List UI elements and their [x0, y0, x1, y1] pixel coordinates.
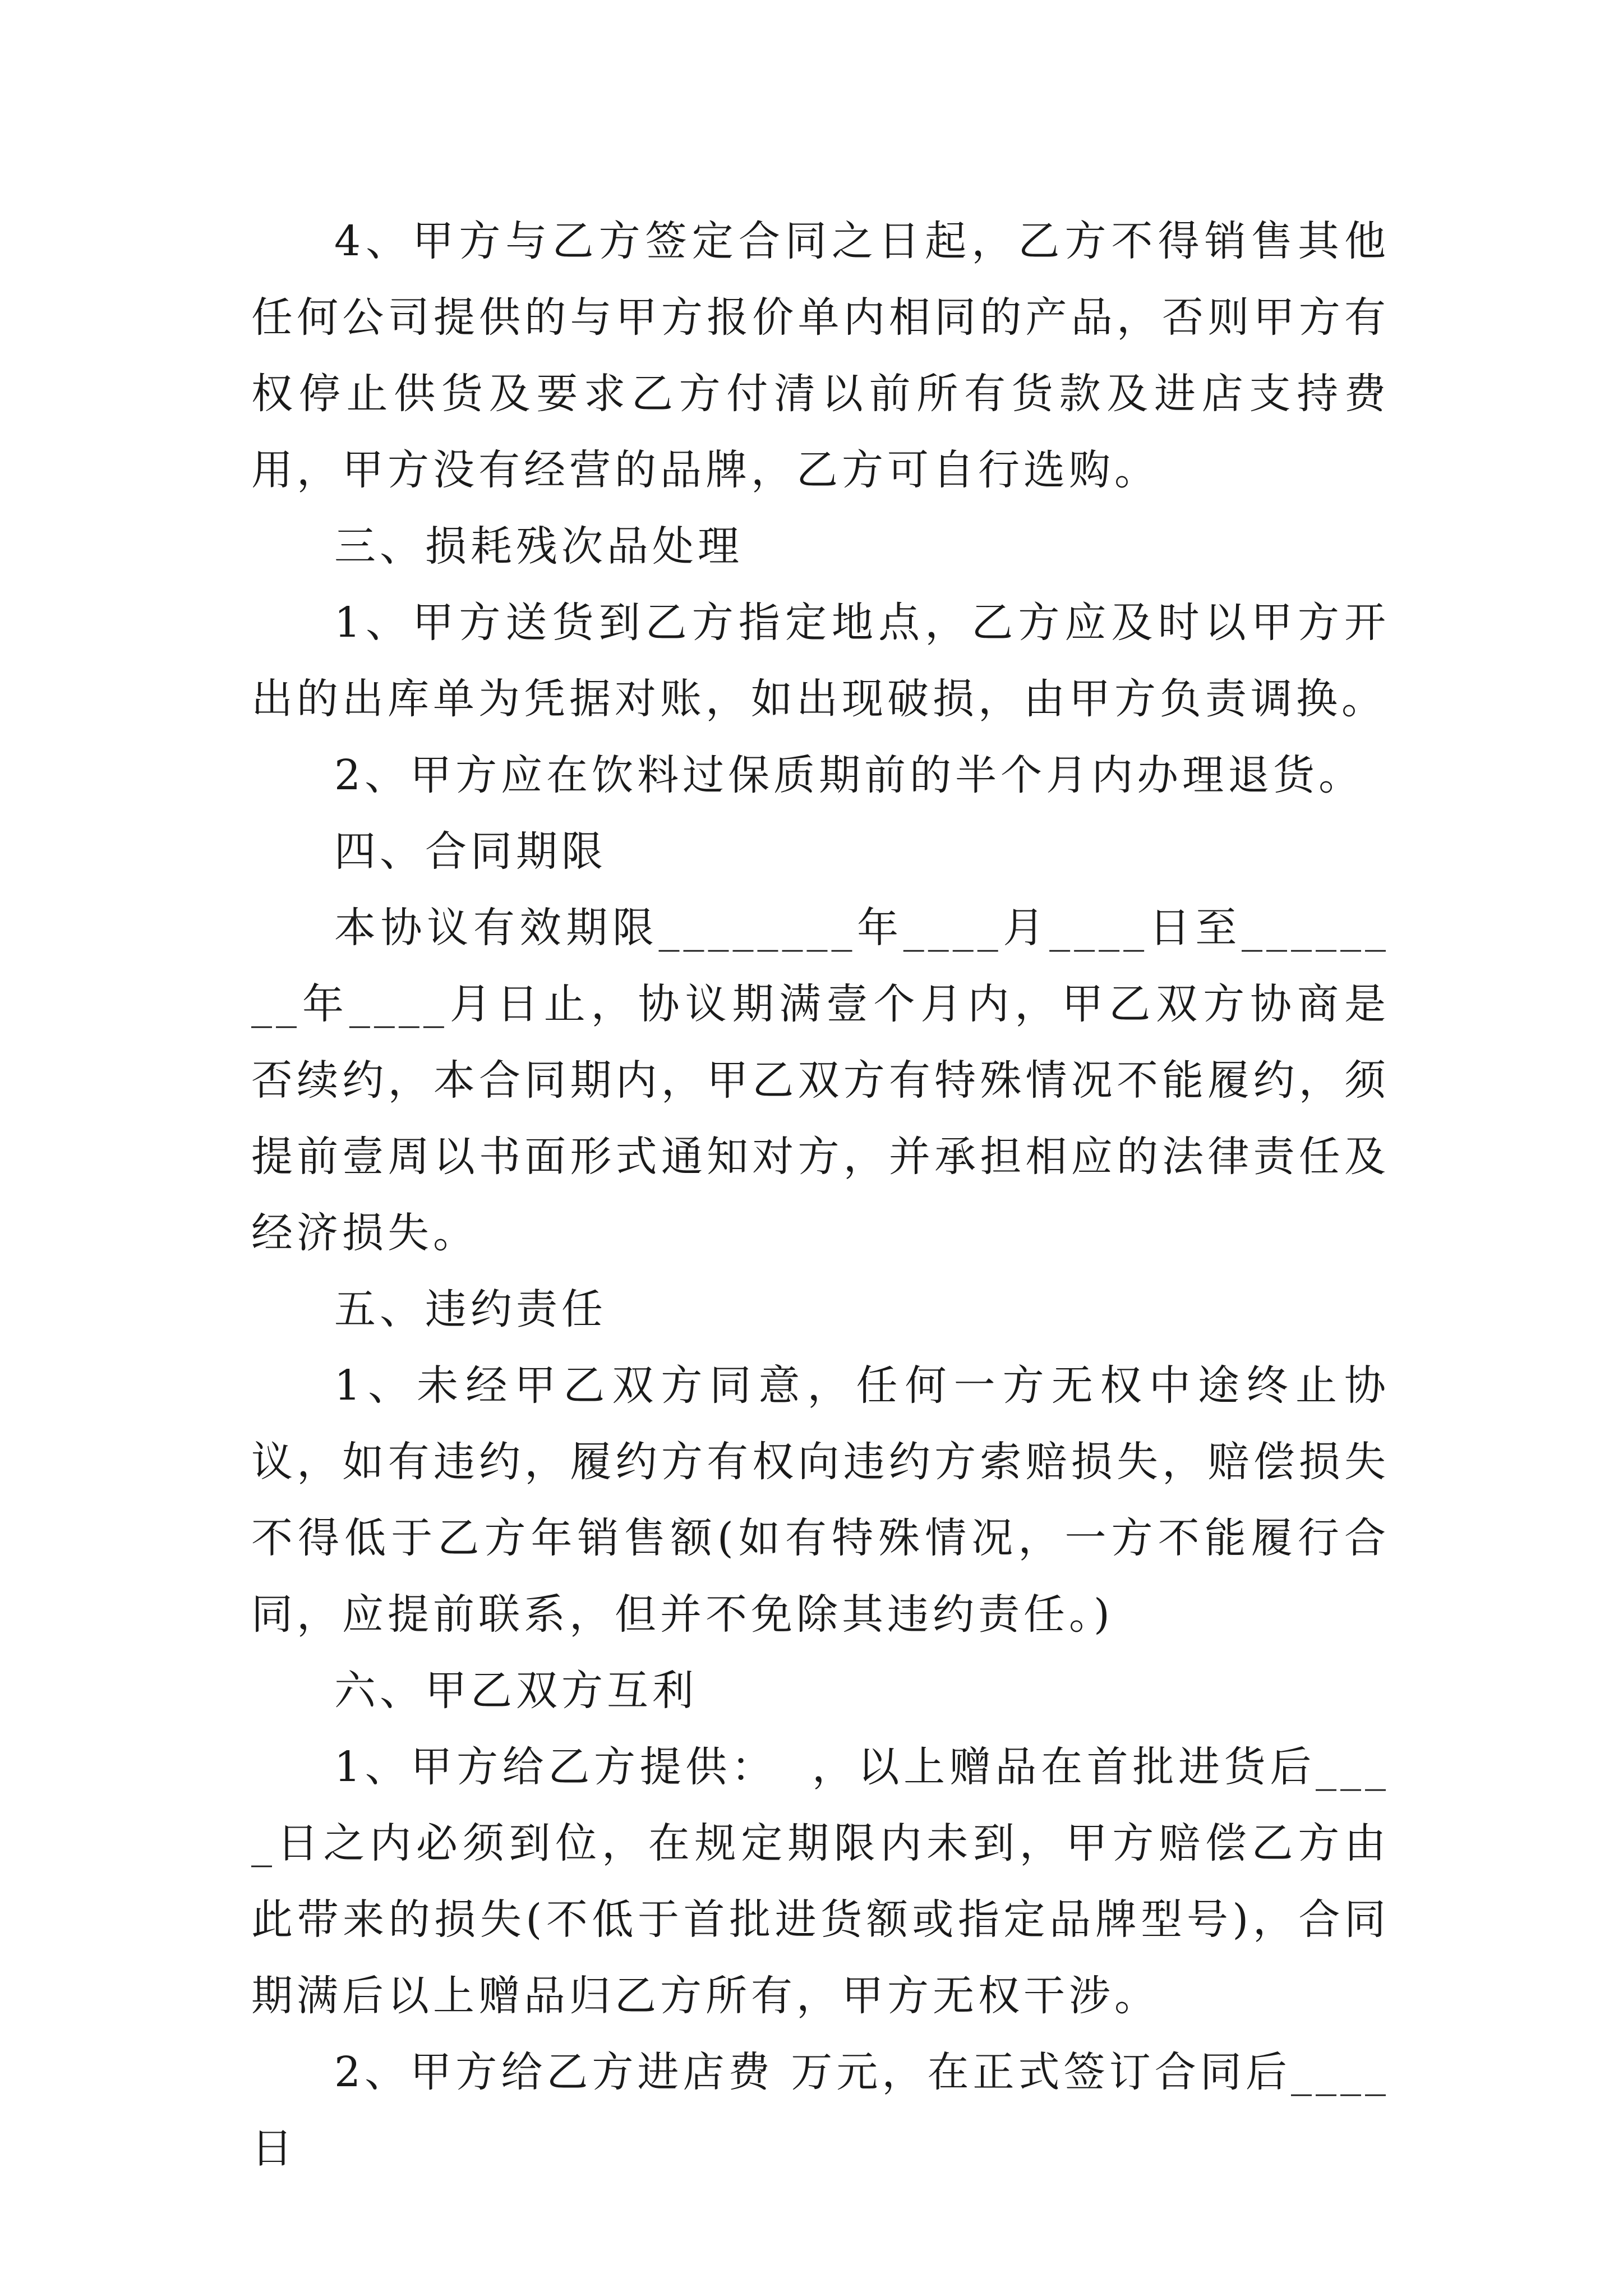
- paragraph-term: 本协议有效期限________年____月____日至________年____月日止，协议期满壹个月内，甲乙双方协商是否续约，本合同期内，甲乙双方有特殊情况不能履约，须提前壹周以书面形式通知对方，并承担相应的法律责任及经济损失。: [251, 904, 1390, 1257]
- section-heading-4: 四、合同期限: [334, 827, 607, 876]
- paragraph-damage-1: 1、甲方送货到乙方指定地点，乙方应及时以甲方开出的出库单为凭据对账，如出现破损，由甲方负责调换。: [251, 599, 1390, 723]
- paragraph-mutual-2: 2、甲方给乙方进店费 万元，在正式签订合同后____日: [251, 2048, 1390, 2173]
- section-heading-5: 五、违约责任: [334, 1285, 607, 1333]
- paragraph-breach-1: 1、未经甲乙双方同意，任何一方无权中途终止协议，如有违约，履约方有权向违约方索赔损失，赔偿损失不得低于乙方年销售额(如有特殊情况，一方不能履行合同，应提前联系，但并不免除其违约责任。): [251, 1361, 1390, 1639]
- paragraph-clause-4: 4、甲方与乙方签定合同之日起，乙方不得销售其他任何公司提供的与甲方报价单内相同的产品，否则甲方有权停止供货及要求乙方付清以前所有货款及进店支持费用，甲方没有经营的品牌，乙方可自行选购。: [251, 217, 1390, 494]
- contract-text: [251, 203, 1390, 2187]
- paragraph-damage-2: 2、甲方应在饮料过保质期前的半个月内办理退货。: [334, 751, 1364, 799]
- paragraph-mutual-1: 1、甲方给乙方提供： ，以上赠品在首批进货后____日之内必须到位，在规定期限内未到，甲方赔偿乙方由此带来的损失(不低于首批进货额或指定品牌型号)，合同期满后以上赠品归乙方所有，甲方无权干涉。: [251, 1743, 1390, 2020]
- section-heading-6: 六、甲乙双方互利: [334, 1667, 698, 1715]
- section-heading-3: 三、损耗残次品处理: [334, 522, 743, 570]
